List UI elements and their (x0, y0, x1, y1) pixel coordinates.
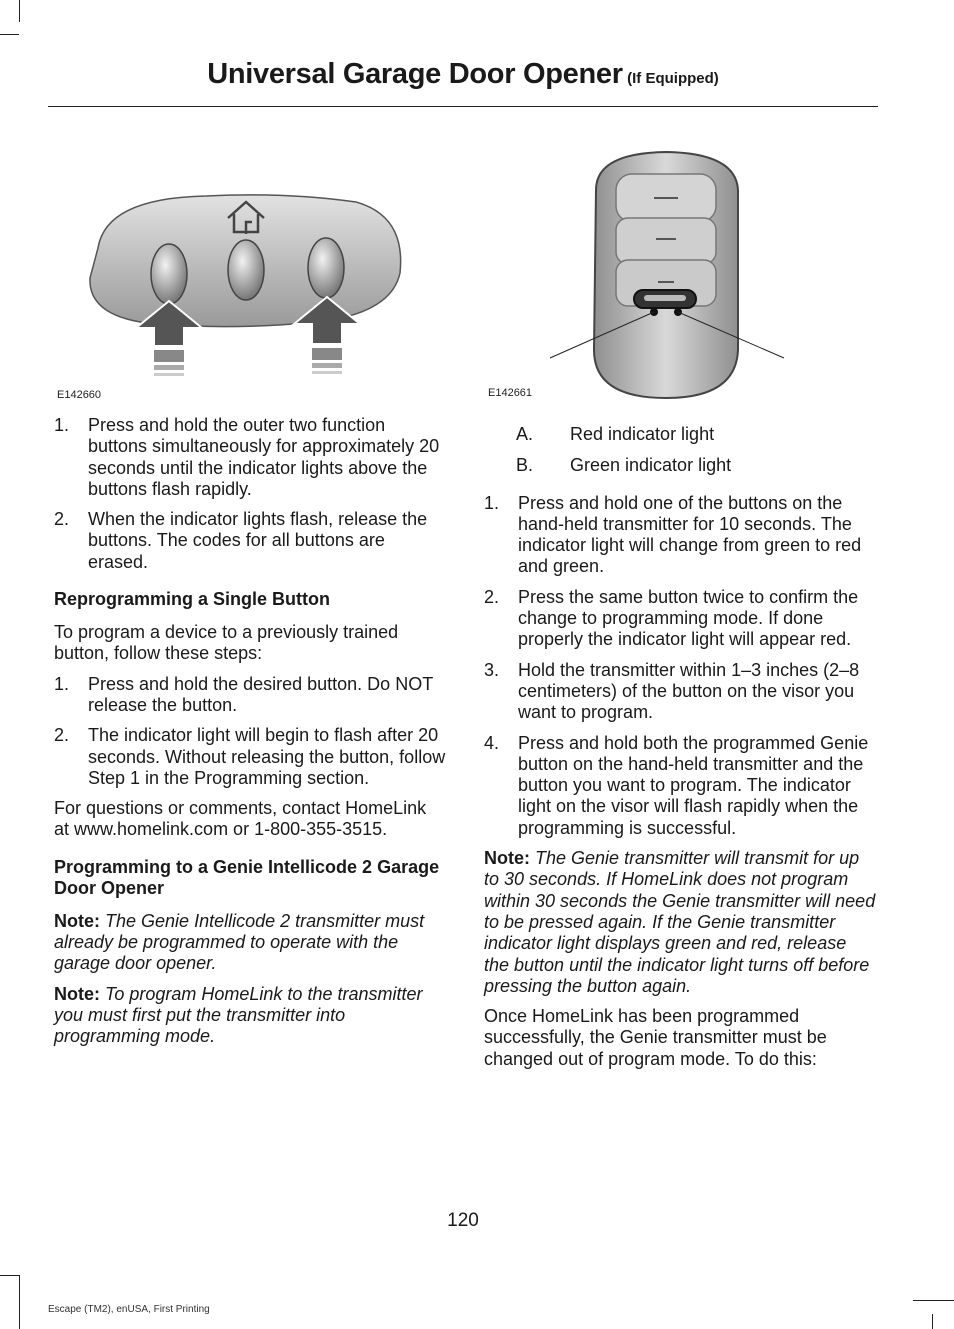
note: Note: The Genie Intellicode 2 transmitter must already be programmed to operate with the garage door opener. (54, 910, 425, 974)
figure-id-right: E142661 (488, 387, 533, 399)
crop-mark (913, 1300, 954, 1301)
list-item: 2. Press the same button twice to confirm the change to programming mode. If done properly the indicator light will appear red. (484, 586, 859, 650)
legend-item: A. Red indicator light (516, 424, 715, 444)
page-title (0, 58, 926, 91)
list-item: 1. Press and hold one of the buttons on the hand-held transmitter for 10 seconds. The indicator light will change from green to red and green. (484, 492, 862, 577)
crop-mark (0, 34, 19, 35)
paragraph: For questions or comments, contact HomeLink at www.homelink.com or 1-800-355-3515. (54, 798, 427, 840)
paragraph: To program a device to a previously trained button, follow these steps: (54, 622, 399, 664)
button-2 (228, 240, 264, 300)
title-subtitle: (If Equipped) (627, 70, 719, 87)
paragraph: Once HomeLink has been programmed successfully, the Genie transmitter must be changed out of program mode. To do this: (484, 1006, 827, 1069)
note: Note: To program HomeLink to the transmitter you must first put the transmitter into programming mode. (54, 983, 423, 1047)
list-item: 1. Press and hold the outer two function buttons simultaneously for approximately 20 seconds until the indicator lights above the buttons flash rapidly. (54, 415, 440, 499)
page-number: 120 (447, 1210, 479, 1231)
crop-mark (932, 1314, 933, 1329)
title-main: Universal Garage Door Opener (207, 58, 623, 90)
button-3 (308, 238, 344, 298)
note: Note: The Genie transmitter will transmit for up to 30 seconds. If HomeLink does not program within 30 seconds the Genie transmitter will need to be pressed again. If the Genie transmitter indicator light displays green and red, release the button until the indicator light turns off before pressing the button again. (484, 848, 876, 996)
footer-text: Escape (TM2), enUSA, First Printing (48, 1304, 210, 1315)
list-item: 4. Press and hold both the programmed Genie button on the hand-held transmitter and the button you want to program. The indicator light on the visor will flash rapidly when the programming is successful. (484, 732, 869, 838)
list-item: 2. When the indicator lights flash, release the buttons. The codes for all buttons are erased. (54, 509, 428, 572)
right-column (484, 424, 876, 1079)
homelink-buttons-illustration (86, 188, 406, 384)
section-heading: Reprogramming a Single Button (54, 589, 331, 610)
list-item: 2. The indicator light will begin to flash after 20 seconds. Without releasing the button, follow Step 1 in the Programming section. (54, 725, 446, 788)
header-rule (48, 106, 878, 107)
legend-item: B. Green indicator light (516, 455, 732, 476)
list-item: 1. Press and hold the desired button. Do NOT release the button. (54, 673, 433, 715)
button-1 (151, 244, 187, 304)
figure-id-left: E142660 (57, 389, 102, 401)
transmitter-key-2 (616, 218, 716, 264)
crop-mark (19, 1275, 20, 1329)
list-item: 3. Hold the transmitter within 1–3 inches (2–8 centimeters) of the button on the visor you want to program. (484, 659, 860, 723)
left-column (54, 415, 446, 1057)
genie-transmitter-illustration (546, 150, 786, 400)
crop-mark (19, 0, 20, 22)
section-heading: Programming to a Genie Intellicode 2 Garage Door Opener (54, 856, 440, 898)
crop-mark (0, 1275, 19, 1276)
